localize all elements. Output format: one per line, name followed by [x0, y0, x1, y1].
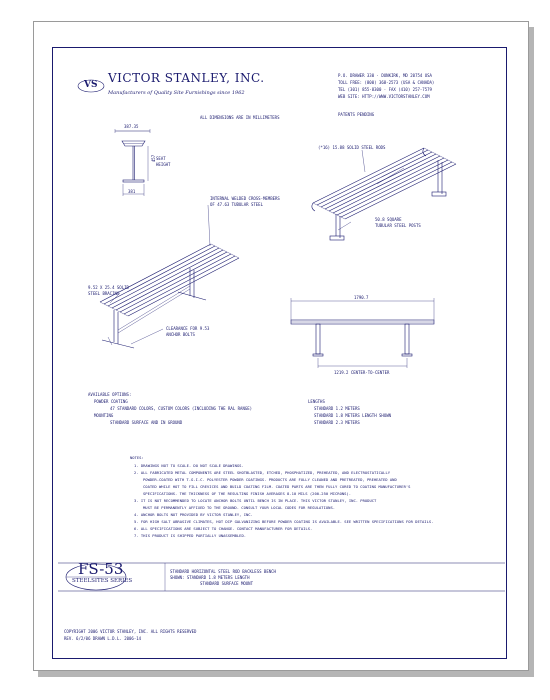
option-mounting-detail: STANDARD SURFACE AND IN GROUND [110, 420, 183, 425]
description-line-1: STANDARD HORIZONTAL STEEL ROD BACKLESS BENCH [170, 569, 276, 574]
contact-line-1: P.O. DRAWER 330 · DUNKIRK, MD 20754 USA [338, 73, 432, 78]
lengths-title: LENGTHS [308, 399, 325, 404]
contact-line-3: TEL (301) 855-8300 · FAX (410) 257-7579 [338, 87, 432, 92]
bench-front-view [291, 298, 434, 368]
note-line: 1. DRAWINGS NOT TO SCALE. DO NOT SCALE DRAWINGS. [134, 463, 244, 468]
posts-callout-2: TUBULAR STEEL POSTS [375, 223, 421, 228]
option-coating: POWDER COATING [94, 399, 128, 404]
rods-callout: (*16) 15.88 SOLID STEEL RODS [318, 145, 386, 150]
contact-line-2: TOLL FREE: (800) 368-2573 (USA & CANADA) [338, 80, 435, 85]
title-block [58, 560, 505, 591]
note-line: 7. THIS PRODUCT IS SHIPPED PARTIALLY UNASSEMBLED. [134, 533, 247, 538]
option-coating-detail: 47 STANDARD COLORS, CUSTOM COLORS (INCLUDING THE RAL RANGE) [110, 406, 253, 411]
clearance-callout-2: ANCHOR BOLTS [166, 332, 195, 337]
center-to-center-dim: 1219.2 CENTER-TO-CENTER [334, 370, 390, 375]
seat-height-value: 457 [151, 154, 157, 163]
note-line: 6. ALL SPECIFICATIONS ARE SUBJECT TO CHANGE. CONTACT MANUFACTURER FOR DETAILS. [134, 526, 313, 531]
note-line: 3. IT IS NOT RECOMMENDED TO LOCATE ANCHOR BOLTS UNTIL BENCH IS IN PLACE. THIS VICTOR STANLEY, INC. PRODUCT [134, 498, 377, 503]
note-line: MUST BE PERMANENTLY AFFIXED TO THE GROUND. CONSULT YOUR LOCAL CODES FOR REGULATIONS. [143, 505, 336, 510]
top-width-dim: 387.35 [124, 124, 139, 129]
note-line: SPECIFICATIONS. THE THICKNESS OF THE RESULTING FINISH AVERAGES 8-10 MILS (200-250 MICRONS). [143, 491, 352, 496]
posts-callout-1: 50.8 SQUARE [375, 217, 402, 222]
brand-name: VICTOR STANLEY, INC. [108, 71, 265, 85]
dimensions-note: ALL DIMENSIONS ARE IN MILLIMETERS [200, 115, 280, 120]
series-name: STEELSITES SERIES [72, 578, 133, 584]
model-number: FS-53 [78, 560, 124, 578]
patents-note: PATENTS PENDING [338, 112, 375, 117]
contact-line-4: WEB SITE: HTTP://WWW.VICTORSTANLEY.COM [338, 94, 430, 99]
logo-mark: VS [84, 80, 98, 90]
notes-title: NOTES: [130, 455, 144, 460]
cross-member-callout-1: INTERNAL WELDED CROSS-MEMBERS [210, 196, 280, 201]
option-mounting: MOUNTING [94, 413, 114, 418]
length-item-2: STANDARD 1.8 METERS LENGTH SHOWN [314, 413, 392, 418]
note-line: POWDER-COATED WITH T.G.I.C. POLYESTER POWDER COATINGS. PRODUCTS ARE FULLY CLEANED AND PRETREATED, PREHEATED AND [143, 477, 397, 482]
note-line: 2. ALL FABRICATED METAL COMPONENTS ARE STEEL SHOTBLASTED, ETCHED, PHOSPHATIZED, PREHEATED, AND ELECTROSTATICALLY [134, 470, 391, 475]
height-label: HEIGHT [156, 162, 171, 167]
brand-tagline: Manufacturers of Quality Site Furnishings since 1962 [108, 90, 245, 96]
options-title: AVAILABLE OPTIONS: [88, 392, 132, 397]
description-line-3: STANDARD SURFACE MOUNT [200, 581, 253, 586]
length-item-3: STANDARD 2.3 METERS [314, 420, 360, 425]
bottom-width-dim: 381 [128, 189, 136, 194]
clearance-callout-1: CLEARANCE FOR 9.53 [166, 326, 210, 331]
note-line: COATED WHILE HOT TO FILL CREVICES AND BUILD COATING FILM. COATED PARTS ARE THEN FULLY CURED TO COATING MANUFACTURER'S [143, 484, 411, 489]
cross-member-callout-2: OF 47.63 TUBULAR STEEL [210, 202, 263, 207]
side-profile-view [115, 129, 150, 196]
copyright: COPYRIGHT 2006 VICTOR STANLEY, INC. ALL RIGHTS RESERVED [64, 629, 197, 634]
bracing-callout-1: 9.52 X 25.4 SOLID [88, 285, 129, 290]
callout-leaders [110, 150, 404, 344]
note-line: 4. ANCHOR BOLTS NOT PROVIDED BY VICTOR STANLEY, INC. [134, 512, 253, 517]
length-item-1: STANDARD 1.2 METERS [314, 406, 360, 411]
bracing-callout-2: STEEL BRACING [88, 291, 120, 296]
revision-info: REV. 6/2/06 DRAWN L.D.L. 2006-14 [64, 636, 142, 641]
note-line: 5. FOR HIGH SALT ABRASIVE CLIMATES, HOT DIP GALVANIZING BEFORE POWDER COATING IS AVAILABLE. SEE WRITTEN SPECIFICATIONS FOR DETAILS. [134, 519, 434, 524]
description-line-2: SHOWN: STANDARD 1.8 METERS LENGTH [170, 575, 250, 580]
seat-label: SEAT [156, 156, 166, 161]
overall-length-dim: 1790.7 [354, 295, 369, 300]
